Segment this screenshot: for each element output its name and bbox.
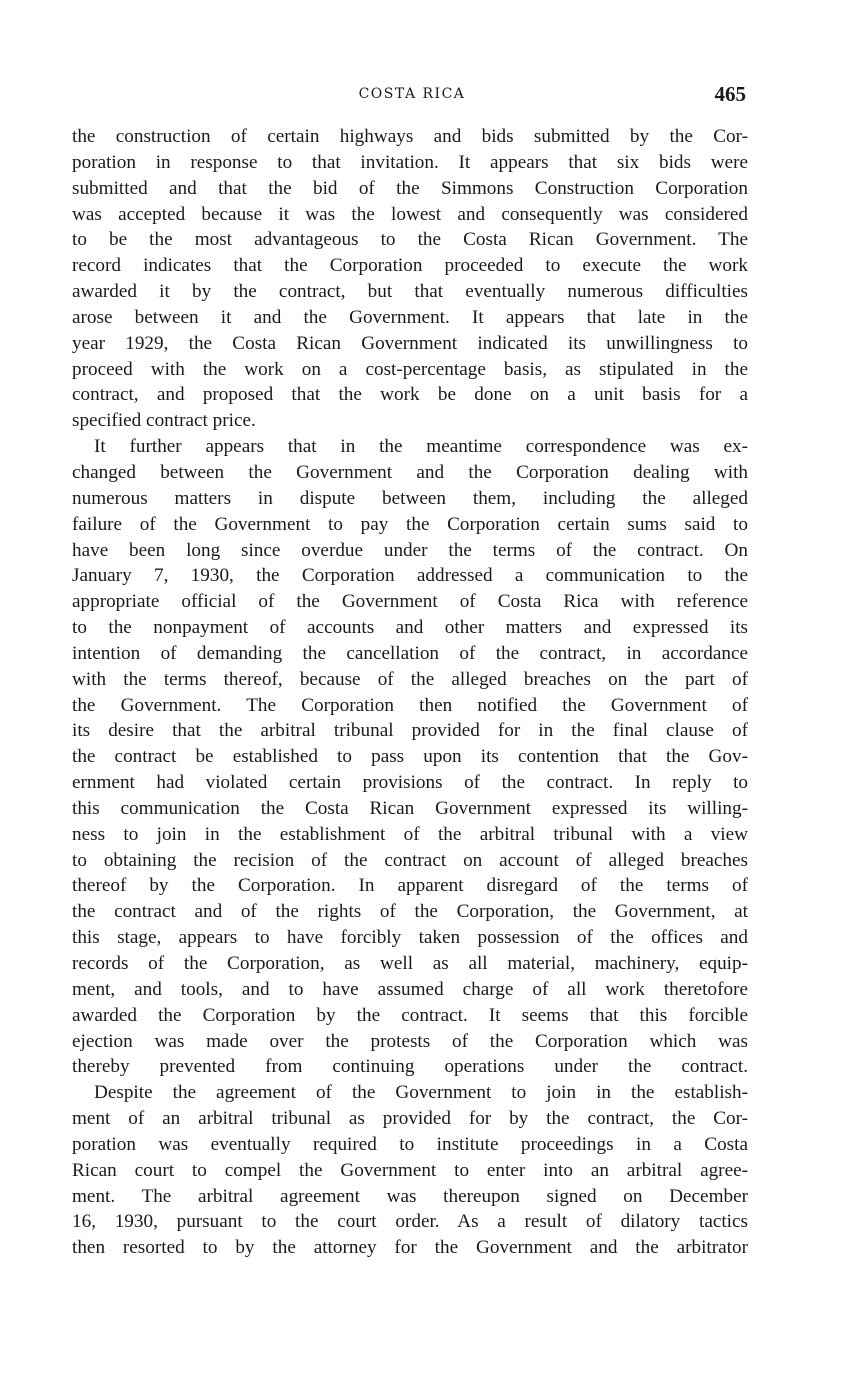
text-line: to obtaining the recision of the contract on account of alleged breaches (72, 849, 748, 871)
text-line: then resorted to by the attorney for the Government and the arbitrator (72, 1237, 748, 1259)
text-line: ment. The arbitral agreement was thereupon signed on December (72, 1185, 748, 1207)
text-line: It further appears that in the meantime correspondence was ex- (94, 436, 748, 458)
paragraph-2 (72, 434, 748, 1080)
text-line: appropriate official of the Government of Costa Rica with reference (72, 591, 748, 613)
text-line: 16, 1930, pursuant to the court order. As a result of dilatory tactics (72, 1211, 748, 1233)
text-line: January 7, 1930, the Corporation addressed a communication to the (72, 565, 748, 587)
text-line: Rican court to compel the Government to enter into an arbitral agree- (72, 1159, 748, 1181)
text-line: awarded the Corporation by the contract. It seems that this forcible (72, 1004, 748, 1026)
text-line: contract, and proposed that the work be done on a unit basis for a (72, 384, 748, 406)
text-line: specified contract price. (72, 410, 256, 432)
text-line: ment, and tools, and to have assumed charge of all work theretofore (72, 978, 748, 1000)
body-text (72, 124, 748, 1261)
text-line: intention of demanding the cancellation of the contract, in accordance (72, 642, 748, 664)
text-line: submitted and that the bid of the Simmons Construction Corporation (72, 177, 748, 199)
text-line: the contract and of the rights of the Corporation, the Government, at (72, 901, 748, 923)
text-line: arose between it and the Government. It appears that late in the (72, 306, 748, 328)
text-line: ment of an arbitral tribunal as provided for by the contract, the Cor- (72, 1108, 748, 1130)
text-line: records of the Corporation, as well as all material, machinery, equip- (72, 953, 748, 974)
text-line: poration in response to that invitation. It appears that six bids were (72, 151, 748, 173)
running-head (78, 82, 746, 110)
text-line: failure of the Government to pay the Corporation certain sums said to (72, 513, 748, 535)
running-title: COSTA RICA (358, 86, 466, 102)
text-line: numerous matters in dispute between them, including the alleged (72, 487, 748, 509)
text-line: the contract be established to pass upon its contention that the Gov- (72, 746, 748, 768)
text-line: awarded it by the contract, but that eventually numerous difficulties (72, 281, 748, 303)
text-line: thereby prevented from continuing operations under the contract. (72, 1056, 748, 1078)
text-line: to the nonpayment of accounts and other matters and expressed its (72, 617, 748, 639)
text-line: changed between the Government and the Corporation dealing with (72, 461, 748, 483)
text-line: ness to join in the establishment of the arbitral tribunal with a view (72, 823, 748, 845)
text-line: ernment had violated certain provisions of the contract. In reply to (72, 772, 748, 794)
text-line: this stage, appears to have forcibly taken possession of the offices and (72, 927, 748, 949)
paragraph-1 (72, 124, 748, 434)
page-number: 465 (714, 82, 746, 106)
text-line: Despite the agreement of the Government to join in the establish- (94, 1082, 748, 1104)
text-line: its desire that the arbitral tribunal provided for in the final clause of (72, 720, 748, 742)
text-line: ejection was made over the protests of the Corporation which was (72, 1030, 748, 1052)
text-line: was accepted because it was the lowest and consequently was considered (72, 203, 748, 225)
text-line: the Government. The Corporation then notified the Government of (72, 694, 748, 716)
text-line: have been long since overdue under the terms of the contract. On (72, 539, 748, 561)
text-line: this communication the Costa Rican Government expressed its willing- (72, 797, 748, 819)
text-line: the construction of certain highways and bids submitted by the Cor- (72, 126, 748, 147)
text-line: thereof by the Corporation. In apparent disregard of the terms of (72, 875, 748, 897)
text-line: with the terms thereof, because of the alleged breaches on the part of (72, 668, 748, 690)
text-line: to be the most advantageous to the Costa Rican Government. The (72, 229, 748, 251)
text-line: proceed with the work on a cost-percentage basis, as stipulated in the (72, 358, 748, 380)
text-line: record indicates that the Corporation proceeded to execute the work (72, 255, 748, 277)
text-line: year 1929, the Costa Rican Government indicated its unwillingness to (72, 332, 748, 354)
paragraph-3 (72, 1080, 748, 1261)
text-line: poration was eventually required to institute proceedings in a Costa (72, 1133, 748, 1155)
